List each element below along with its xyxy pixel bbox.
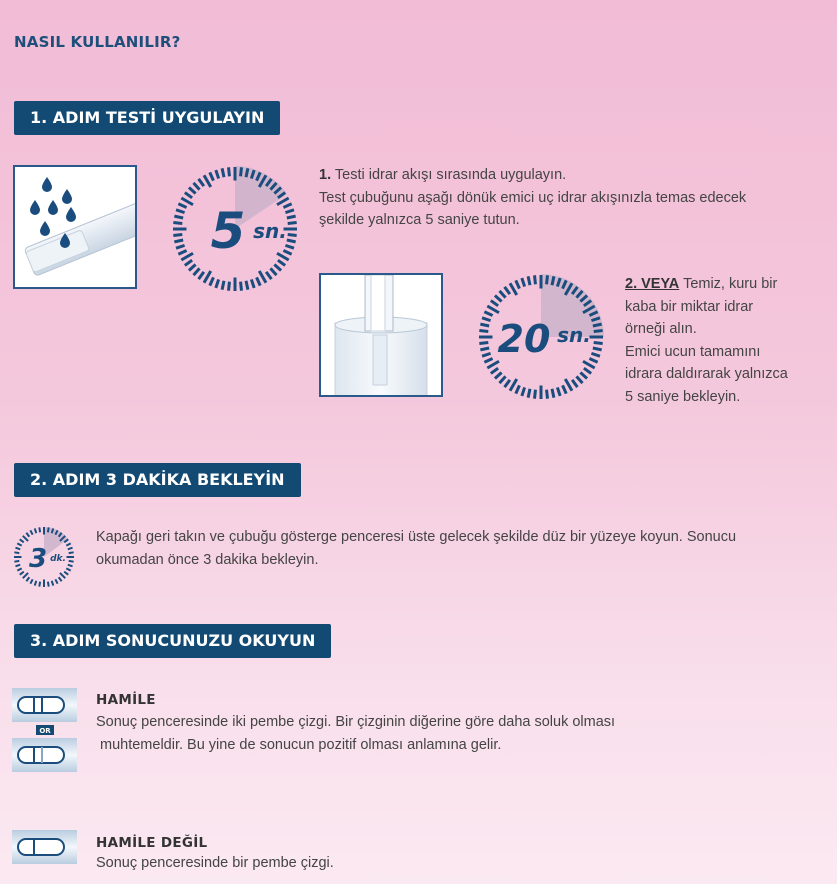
pregnant-line2: muhtemeldir. Bu yine de sonucun pozitif olması anlamına gelir. (100, 736, 502, 753)
clock-tick (229, 282, 230, 291)
clock-tick (593, 348, 602, 350)
clock-tick (552, 389, 554, 398)
clock-tick (288, 223, 297, 224)
timer-5-seconds (170, 164, 300, 294)
not-pregnant-line1: Sonuç penceresinde bir pembe çizgi. (96, 855, 334, 871)
clock-tick (176, 245, 185, 248)
clock-tick (285, 245, 294, 248)
clock-tick (535, 390, 536, 399)
clock-tick (482, 318, 491, 321)
clock-tick (199, 272, 204, 279)
clock-tick (557, 387, 560, 396)
clock-tick (278, 260, 285, 265)
clock-tick (241, 282, 242, 291)
clock-tick (287, 216, 296, 218)
clock-tick (288, 235, 297, 236)
clock-tick (26, 533, 29, 537)
clock-tick (185, 260, 192, 265)
clock-tick (174, 240, 183, 242)
clock-tick (35, 581, 37, 586)
option2-text (625, 273, 830, 408)
option2-number: 2. VEYA (625, 276, 680, 292)
clock-tick (30, 530, 32, 534)
timer-a-number: 5 (210, 202, 246, 260)
pregnant-text (96, 711, 831, 756)
clock-tick (174, 216, 183, 218)
urine-cup-illustration (319, 273, 443, 397)
clock-tick (484, 312, 492, 316)
clock-tick (283, 251, 291, 255)
clock-tick (591, 353, 600, 356)
step1-header: 1. ADIM TESTİ UYGULAYIN (14, 101, 280, 135)
clock-tick (479, 343, 488, 344)
clock-tick (285, 210, 294, 213)
pregnant-result-windows (12, 688, 77, 776)
clock-tick (39, 527, 40, 532)
clock-tick (580, 372, 587, 378)
clock-tick (576, 376, 582, 383)
clock-tick (69, 552, 74, 553)
urine-stream-illustration (13, 165, 137, 289)
clock-tick (283, 204, 291, 208)
clock-tick (68, 548, 73, 550)
page-title: NASIL KULLANILIR? (14, 33, 181, 51)
clock-tick (572, 380, 577, 387)
option2-line2: örneği alın. (625, 321, 697, 337)
clock-tick (522, 278, 525, 287)
clock-tick (251, 279, 254, 288)
clock-tick (39, 582, 40, 587)
clock-tick (194, 183, 200, 190)
clock-tick (246, 281, 248, 290)
timer-a-unit: sn. (253, 219, 287, 243)
clock-tick (189, 264, 196, 270)
clock-tick (274, 264, 281, 270)
clock-tick (222, 168, 224, 177)
clock-tick (500, 376, 506, 383)
clock-tick (60, 573, 65, 578)
clock-tick (505, 380, 510, 387)
clock-tick (229, 167, 230, 176)
clock-tick (178, 251, 186, 255)
clock-tick (20, 539, 24, 542)
clock-tick (52, 581, 54, 586)
clock-tick (589, 359, 597, 363)
clock-tick (482, 353, 491, 356)
clock-tick (484, 359, 492, 363)
timer-3-minutes (12, 525, 76, 589)
clock-tick (68, 565, 73, 567)
option2-line3: Emici ucun tamamını (625, 343, 761, 360)
clock-tick (210, 277, 214, 285)
clock-tick (516, 385, 520, 393)
clock-tick (210, 172, 214, 180)
clock-tick (194, 268, 200, 275)
pregnant-line1: Sonuç penceresinde iki pembe çizgi. Bir çizginin diğerine göre daha soluk olması (96, 714, 616, 730)
option2-line5: 5 saniye bekleyin. (625, 388, 741, 405)
clock-tick (495, 296, 502, 302)
clock-tick (178, 204, 186, 208)
clock-tick (594, 331, 603, 332)
clock-tick (563, 385, 567, 393)
timer-c-number: 3 (28, 544, 48, 574)
option2-line0: Temiz, kuru bir (683, 276, 778, 292)
option2-line1: kaba bir miktar idrar (625, 298, 754, 315)
clock-tick (528, 276, 530, 285)
clock-tick (35, 528, 37, 533)
clock-tick (48, 527, 49, 532)
clock-tick (176, 210, 185, 213)
clock-tick (270, 268, 276, 275)
clock-tick (257, 277, 261, 285)
timer-b-unit: sn. (557, 323, 591, 347)
clock-tick (66, 568, 70, 570)
timer-b-number: 20 (497, 317, 551, 361)
option2-line4: idrara daldırarak yalnızca (625, 366, 788, 382)
clock-tick (547, 390, 548, 399)
clock-tick (189, 188, 196, 194)
clock-tick (173, 223, 182, 224)
clock-tick (528, 389, 530, 398)
clock-tick (15, 565, 20, 567)
clock-tick (199, 179, 204, 186)
clock-tick (23, 536, 28, 541)
clock-tick (222, 281, 224, 290)
clock-tick (535, 275, 536, 284)
step2-text (96, 526, 831, 571)
clock-tick (500, 291, 506, 298)
clock-tick (17, 568, 21, 570)
clock-tick (241, 167, 242, 176)
clock-tick (593, 324, 602, 326)
clock-tick (48, 582, 49, 587)
clock-tick (584, 368, 591, 373)
clock-tick (491, 368, 498, 373)
clock-tick (216, 170, 219, 179)
clock-tick (14, 552, 19, 553)
clock-tick (246, 168, 248, 177)
option1-text (319, 164, 829, 232)
clock-tick (505, 287, 510, 294)
water-drops-icon (15, 167, 135, 287)
clock-tick (64, 572, 68, 575)
option1-line1: Testi idrar akışı sırasında uygulayın. (334, 167, 567, 183)
timer-c-unit: dk. (50, 554, 66, 564)
clock-tick (479, 331, 488, 332)
clock-tick (26, 577, 29, 581)
clock-tick (552, 276, 554, 285)
clock-tick (547, 275, 548, 284)
cup-icon (321, 275, 441, 395)
or-label: OR (39, 727, 51, 735)
timer-20-seconds (476, 272, 606, 402)
clock-tick (30, 579, 32, 583)
clock-tick (522, 387, 525, 396)
clock-tick (480, 324, 489, 326)
clock-tick (20, 572, 24, 575)
pregnant-label: HAMİLE (96, 692, 156, 708)
clock-tick (594, 343, 603, 344)
clock-tick (66, 543, 70, 545)
step2-header: 2. ADIM 3 DAKİKA BEKLEYİN (14, 463, 301, 497)
clock-tick (173, 235, 182, 236)
clock-tick (287, 240, 296, 242)
clock-tick (516, 280, 520, 288)
clock-tick (495, 372, 502, 378)
clock-tick (23, 573, 28, 578)
clock-tick (266, 272, 271, 279)
not-pregnant-label: HAMİLE DEĞİL (96, 835, 208, 851)
step2-line2: okumadan önce 3 dakika bekleyin. (96, 551, 319, 568)
clock-tick (59, 577, 62, 581)
clock-tick (55, 579, 57, 583)
not-pregnant-text (96, 852, 831, 875)
option1-line3: şekilde yalnızca 5 saniye tutun. (319, 212, 520, 228)
clock-tick (69, 561, 74, 562)
step2-line1: Kapağı geri takın ve çubuğu gösterge penceresi üste gelecek şekilde düz bir yüzeye koyun. Sonucu (96, 529, 737, 545)
clock-tick (14, 561, 19, 562)
not-pregnant-result-window (12, 830, 77, 866)
clock-tick (216, 279, 219, 288)
step3-header: 3. ADIM SONUCUNUZU OKUYUN (14, 624, 331, 658)
option1-number: 1. (319, 167, 332, 183)
option1-line2: Test çubuğunu aşağı dönük emici uç idrar akışınızla temas edecek (319, 189, 747, 206)
clock-tick (480, 348, 489, 350)
clock-tick (15, 548, 20, 550)
clock-tick (17, 543, 21, 545)
clock-tick (491, 301, 498, 306)
clock-tick (185, 193, 192, 198)
